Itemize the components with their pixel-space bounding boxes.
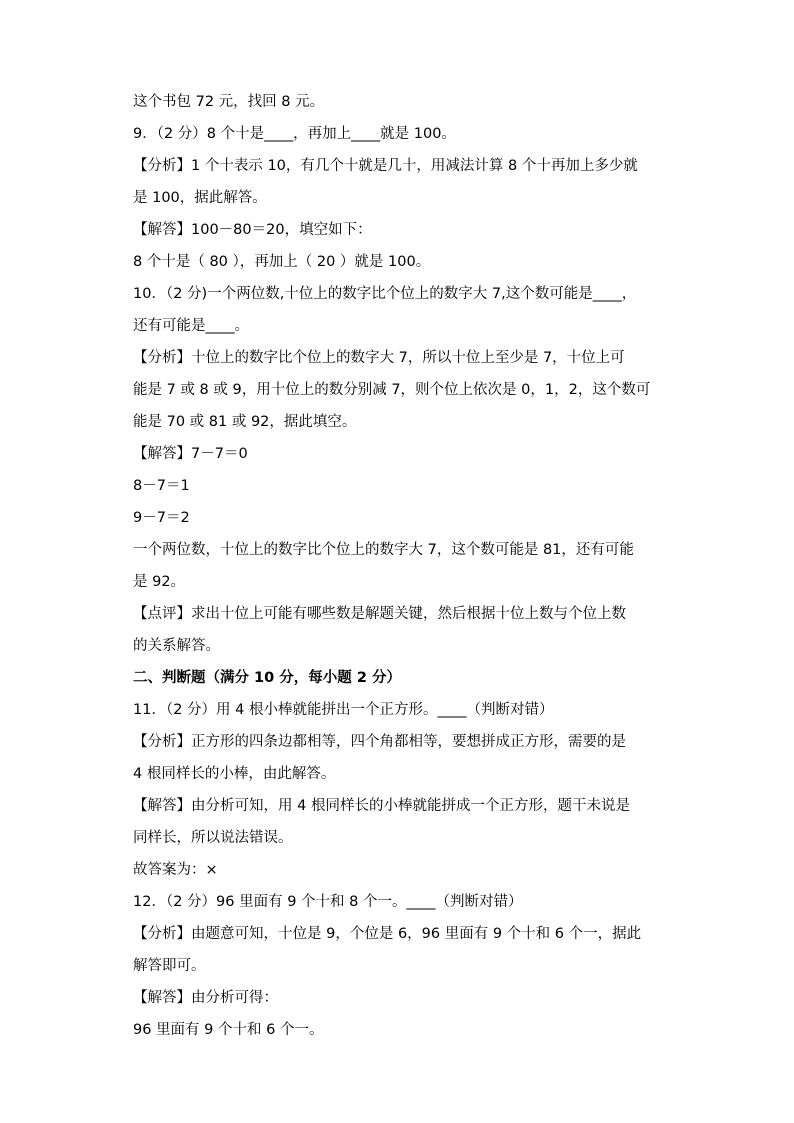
analysis-line: 【分析】十位上的数字比个位上的数字大 7，所以十位上至少是 7，十位上可 xyxy=(133,350,625,366)
text-line: 是 92。 xyxy=(133,574,186,590)
text-line: 的关系解答。 xyxy=(133,638,220,654)
analysis-line: 【分析】由题意可知，十位是 9，个位是 6，96 里面有 9 个十和 6 个一，据此 xyxy=(133,926,642,942)
text-line: 还有可能是____。 xyxy=(133,318,249,334)
text-line: 故答案为：× xyxy=(133,862,218,878)
text-line: 8－7＝1 xyxy=(133,478,190,494)
analysis-line: 【分析】1 个十表示 10，有几个十就是几十，用减法计算 8 个十再加上多少就 xyxy=(133,158,638,174)
text-line: 是 100，据此解答。 xyxy=(133,190,267,206)
answer-line: 【解答】由分析可知，用 4 根同样长的小棒就能拼成一个正方形，题干未说是 xyxy=(133,798,630,814)
answer-line: 【解答】7－7＝0 xyxy=(133,446,248,462)
question-9: 9．（2 分）8 个十是____，再加上____就是 100。 xyxy=(133,126,456,142)
text-line: 能是 7 或 8 或 9，用十位上的数分别减 7，则个位上依次是 0，1，2，这个数可 xyxy=(133,382,651,398)
text-line: 解答即可。 xyxy=(133,958,206,974)
analysis-line: 【分析】正方形的四条边都相等，四个角都相等，要想拼成正方形，需要的是 xyxy=(133,734,626,750)
question-12: 12．（2 分）96 里面有 9 个十和 8 个一。____（判断对错） xyxy=(133,894,523,910)
answer-line: 【解答】100－80＝20，填空如下： xyxy=(133,222,372,238)
text-line: 4 根同样长的小棒，由此解答。 xyxy=(133,766,336,782)
text-line: 一个两位数，十位上的数字比个位上的数字大 7，这个数可能是 81，还有可能 xyxy=(133,542,634,558)
comment-line: 【点评】求出十位上可能有哪些数是解题关键，然后根据十位上数与个位上数 xyxy=(133,606,626,622)
text-line: 同样长，所以说法错误。 xyxy=(133,830,293,846)
text-line: 能是 70 或 81 或 92，据此填空。 xyxy=(133,414,357,430)
section-heading: 二、判断题（满分 10 分，每小题 2 分） xyxy=(133,670,401,686)
text-line: 8 个十是（ 80 ），再加上（ 20 ）就是 100。 xyxy=(133,254,431,270)
text-line: 这个书包 72 元，找回 8 元。 xyxy=(133,94,325,110)
text-line: 96 里面有 9 个十和 6 个一。 xyxy=(133,1022,324,1038)
text-line: 9－7＝2 xyxy=(133,510,190,526)
question-11: 11．（2 分）用 4 根小棒就能拼出一个正方形。____（判断对错） xyxy=(133,702,554,718)
answer-line: 【解答】由分析可得： xyxy=(133,990,278,1006)
question-10: 10．（2 分)一个两位数,十位上的数字比个位上的数字大 7,这个数可能是____， xyxy=(133,286,637,302)
